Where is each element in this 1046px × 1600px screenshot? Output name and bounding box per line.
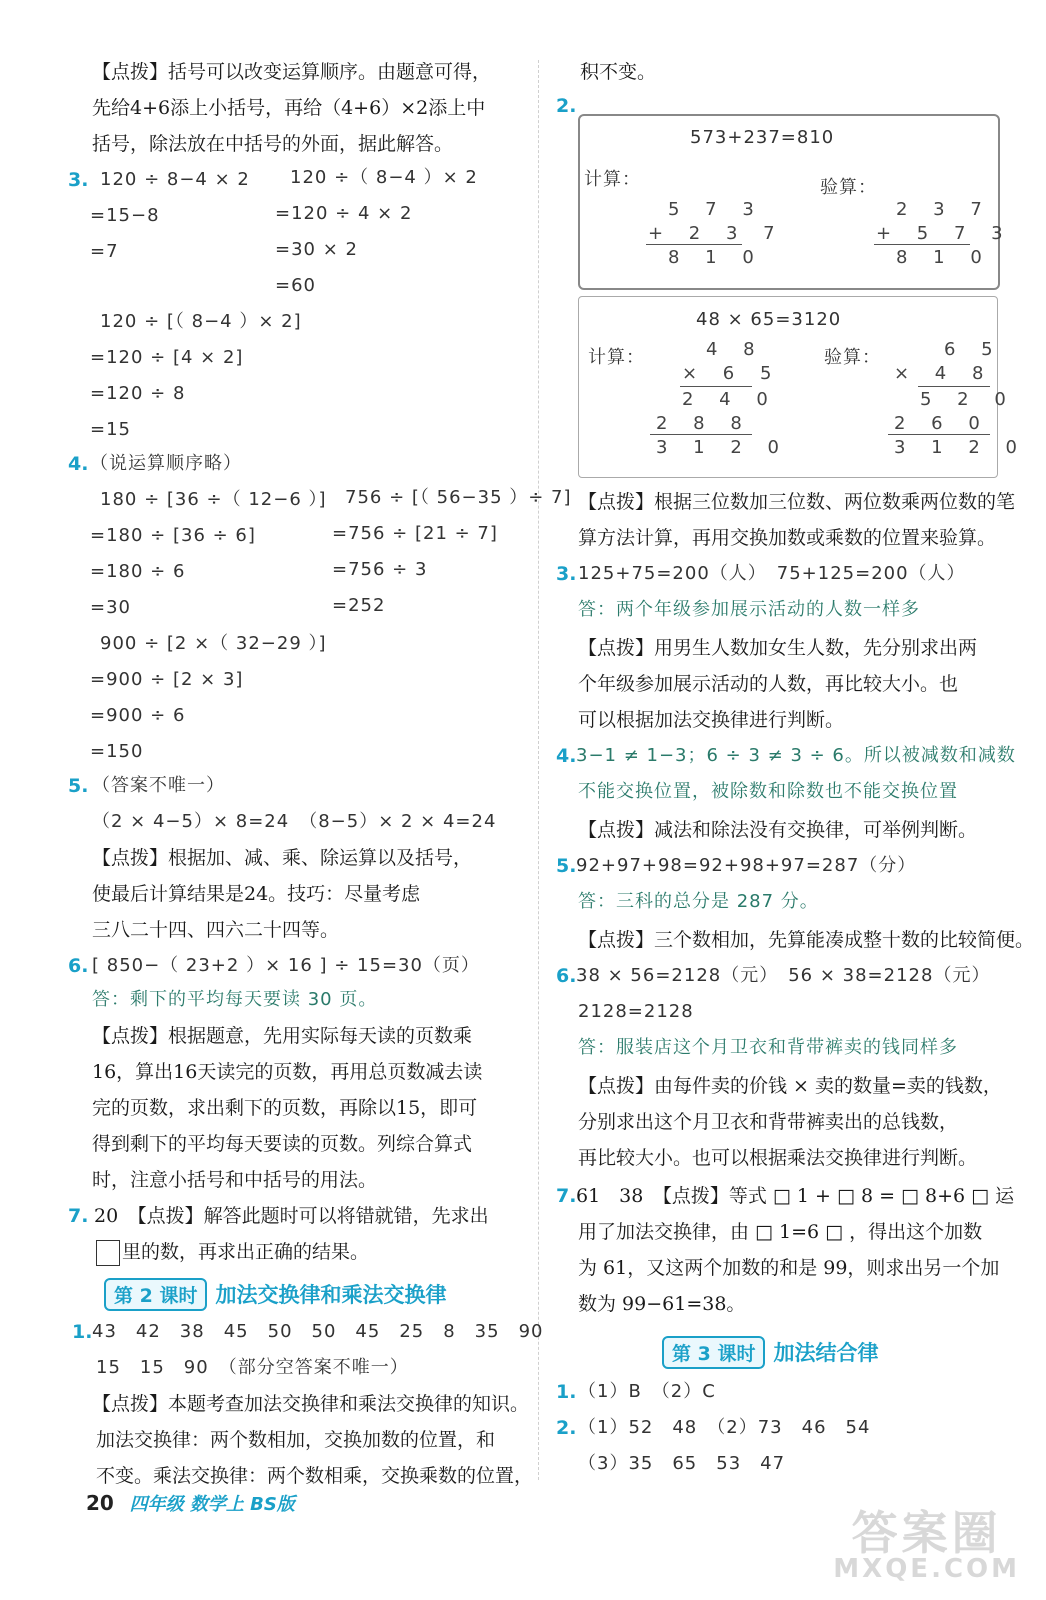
calc-line: =150	[90, 741, 144, 762]
hint-text: 里的数，再求出正确的结果。	[122, 1241, 370, 1263]
note-text: （答案不唯一）	[92, 775, 225, 796]
question-number: 5.	[68, 775, 89, 797]
hint-text: 括号，除法放在中括号的外面，据此解答。	[92, 133, 454, 155]
equation: 48 × 65=3120	[696, 309, 842, 330]
vertical-digit-row: 6 5	[944, 339, 1003, 360]
section-heading	[662, 1336, 878, 1368]
answer-text: 3−1 ≠ 1−3；6 ÷ 3 ≠ 3 ÷ 6。所以被减数和减数	[576, 745, 1016, 766]
check-label: 验算：	[820, 177, 877, 198]
calc-line: 120 ÷ [（ 8−4 ）× 2]	[100, 311, 302, 332]
question-number: 4.	[556, 745, 577, 767]
calc-line: [ 850−（ 23+2 ）× 16 ] ÷ 15=30（页）	[92, 955, 480, 976]
calc-line: =120 ÷ [4 × 2]	[90, 347, 244, 368]
vertical-digit-row: × 4 8	[894, 363, 994, 384]
calc-line: 2128=2128	[578, 1001, 694, 1022]
hint-text: 再比较大小。也可以根据乘法交换律进行判断。	[578, 1147, 978, 1169]
hint-text: 用了加法交换律，由 □ 1=6 □ ，得出这个加数	[578, 1221, 983, 1243]
answer-line: （1）B （2）C	[578, 1381, 716, 1402]
hint-text: 【点拨】由每件卖的价钱 × 卖的数量=卖的钱数，	[578, 1075, 1002, 1097]
vertical-digit-row: 2 6 0	[894, 413, 990, 434]
section-heading	[104, 1278, 446, 1310]
question-number: 5.	[556, 855, 577, 877]
calc-rule	[918, 386, 990, 387]
calc-rule	[646, 244, 742, 245]
calc-line: =900 ÷ [2 × 3]	[90, 669, 244, 690]
question-number: 6.	[556, 965, 577, 987]
hint-text: 【点拨】根据题意，先用实际每天读的页数乘	[92, 1025, 473, 1047]
hint-text: 先给4+6添上小括号，再给（4+6）×2添上中	[92, 97, 486, 119]
answer-line: （3）35 65 53 47	[578, 1453, 786, 1474]
vertical-digit-row: + 5 7 3	[876, 223, 1013, 244]
calc-line: 120 ÷（ 8−4 ）× 2	[290, 167, 478, 188]
equation: 573+237=810	[690, 127, 835, 148]
question-number: 2.	[556, 95, 577, 117]
hint-text: 时，注意小括号和中括号的用法。	[92, 1169, 378, 1191]
hint-text: 加法交换律：两个数相加，交换加数的位置，和	[96, 1429, 496, 1451]
vertical-digit-row: 3 1 2 0	[894, 437, 1027, 458]
hint-text: 不变。乘法交换律：两个数相乘，交换乘数的位置，	[96, 1465, 534, 1487]
calc-line: 756 ÷ [（ 56−35 ）÷ 7]	[345, 487, 572, 508]
calc-rule	[680, 386, 752, 387]
hint-text: 分别求出这个月卫衣和背带裤卖出的总钱数，	[578, 1111, 959, 1133]
hint-text: 【点拨】本题考查加法交换律和乘法交换律的知识。	[92, 1393, 530, 1415]
watermark	[833, 1506, 1020, 1584]
answer-text: 答：两个年级参加展示活动的人数一样多	[578, 599, 920, 620]
hint-text: 【点拨】减法和除法没有交换律，可举例判断。	[578, 819, 978, 841]
vertical-digit-row: + 2 3 7	[648, 223, 785, 244]
answer-line: 15 15 90 （部分空答案不唯一）	[96, 1357, 409, 1378]
hint-text: 得到剩下的平均每天要读的页数。列综合算式	[92, 1133, 473, 1155]
calc-line: =180 ÷ [36 ÷ 6]	[90, 525, 256, 546]
hint-text: 【点拨】根据三位数加三位数、两位数乘两位数的笔	[578, 491, 1016, 513]
page-footer	[86, 1490, 295, 1516]
section-title: 加法交换律和乘法交换律	[215, 1283, 447, 1307]
hint-text: 【点拨】用男生人数加女生人数，先分别求出两	[578, 637, 978, 659]
answer-text: 不能交换位置，被除数和除数也不能交换位置	[578, 781, 958, 802]
vertical-digit-row: 8 1 0	[668, 247, 764, 268]
answer-line: 43 42 38 45 50 50 45 25 8 35 90	[92, 1321, 544, 1342]
note-text: （说运算顺序略）	[90, 453, 242, 474]
vertical-digit-row: 2 3 7	[896, 199, 992, 220]
page-number: 20	[86, 1491, 114, 1515]
lesson-badge: 第 3 课时	[662, 1336, 765, 1369]
answer-text: 答：三科的总分是 287 分。	[578, 891, 819, 912]
calc-line: =252	[332, 595, 386, 616]
hint-text: 【点拨】根据加、减、乘、除运算以及括号，	[92, 847, 473, 869]
calc-line: =756 ÷ [21 ÷ 7]	[332, 523, 498, 544]
question-number: 3.	[68, 169, 89, 191]
vertical-digit-row: × 6 5	[682, 363, 782, 384]
section-title: 加法结合律	[773, 1341, 879, 1365]
hint-text: 积不变。	[580, 61, 657, 83]
calc-line: =15−8	[90, 205, 160, 226]
calc-line: =30	[90, 597, 131, 618]
calc-line: 120 ÷ 8−4 × 2	[100, 169, 250, 190]
calc-line: =30 × 2	[275, 239, 358, 260]
calc-line: =120 ÷ 4 × 2	[275, 203, 413, 224]
question-number: 2.	[556, 1417, 577, 1439]
vertical-digit-row: 8 1 0	[896, 247, 992, 268]
vertical-digit-row: 4 8	[706, 339, 765, 360]
hint-text: 61 38 【点拨】等式 □ 1 + □ 8 = □ 8+6 □ 运	[576, 1185, 1015, 1207]
calc-line: 92+97+98=92+98+97=287（分）	[576, 855, 917, 876]
calc-line: =900 ÷ 6	[90, 705, 186, 726]
hint-text: 20 【点拨】解答此题时可以将错就错，先求出	[94, 1205, 489, 1227]
watermark-url: MXQE.COM	[833, 1554, 1020, 1584]
answer-text: 答：剩下的平均每天要读 30 页。	[92, 989, 378, 1010]
hint-text: 三八二十四、四六二十四等。	[92, 919, 340, 941]
calc-line: =15	[90, 419, 131, 440]
calc-rule	[888, 434, 990, 435]
calc-line: =756 ÷ 3	[332, 559, 428, 580]
vertical-digit-row: 5 2 0	[920, 389, 1016, 410]
question-number: 7.	[68, 1205, 89, 1227]
lesson-badge: 第 2 课时	[104, 1278, 207, 1311]
calc-label: 计算：	[588, 347, 645, 368]
answer-line: （1）52 48 （2）73 46 54	[578, 1417, 871, 1438]
vertical-digit-row: 3 1 2 0	[656, 437, 789, 458]
hint-text: 个年级参加展示活动的人数，再比较大小。也	[578, 673, 959, 695]
vertical-digit-row: 2 8 8	[656, 413, 752, 434]
calc-line: =180 ÷ 6	[90, 561, 186, 582]
calc-rule	[874, 244, 970, 245]
hint-text: 【点拨】括号可以改变运算顺序。由题意可得，	[92, 61, 492, 83]
question-number: 1.	[72, 1321, 93, 1343]
question-number: 4.	[68, 453, 89, 475]
check-label: 验算：	[824, 347, 881, 368]
hint-text: 为 61，又这两个加数的和是 99，则求出另一个加	[578, 1257, 1000, 1279]
question-number: 1.	[556, 1381, 577, 1403]
calc-line: =7	[90, 241, 119, 262]
vertical-digit-row: 5 7 3	[668, 199, 764, 220]
answer-text: 答：服装店这个月卫衣和背带裤卖的钱同样多	[578, 1037, 958, 1058]
calc-line: =120 ÷ 8	[90, 383, 186, 404]
hint-text: 可以根据加法交换律进行判断。	[578, 709, 845, 731]
hint-text: 【点拨】三个数相加，先算能凑成整十数的比较简便。	[578, 929, 1035, 951]
calc-line: （2 × 4−5）× 8=24 （8−5）× 2 × 4=24	[92, 811, 497, 832]
vertical-digit-row: 2 4 0	[682, 389, 778, 410]
calc-rule	[650, 434, 752, 435]
calc-line: 900 ÷ [2 ×（ 32−29 ）]	[100, 633, 327, 654]
question-number: 3.	[556, 563, 577, 585]
hint-text: 16，算出16天读完的页数，再用总页数减去读	[92, 1061, 483, 1083]
calc-label: 计算：	[584, 169, 641, 190]
hint-text: 使最后计算结果是24。技巧：尽量考虑	[92, 883, 421, 905]
calc-line: =60	[275, 275, 316, 296]
blank-box	[96, 1240, 120, 1266]
hint-text: 数为 99−61=38。	[578, 1293, 746, 1315]
book-title: 四年级 数学上 BS版	[129, 1494, 295, 1515]
watermark-logo: 答案圈	[851, 1506, 1002, 1560]
hint-text: 完的页数，求出剩下的页数，再除以15，即可	[92, 1097, 478, 1119]
column-divider	[538, 60, 539, 1480]
question-number: 7.	[556, 1185, 577, 1207]
hint-text: 算方法计算，再用交换加数或乘数的位置来验算。	[578, 527, 997, 549]
calc-line: 38 × 56=2128（元） 56 × 38=2128（元）	[576, 965, 991, 986]
question-number: 6.	[68, 955, 89, 977]
calc-line: 125+75=200（人） 75+125=200（人）	[578, 563, 966, 584]
calc-line: 180 ÷ [36 ÷（ 12−6 ）]	[100, 489, 327, 510]
